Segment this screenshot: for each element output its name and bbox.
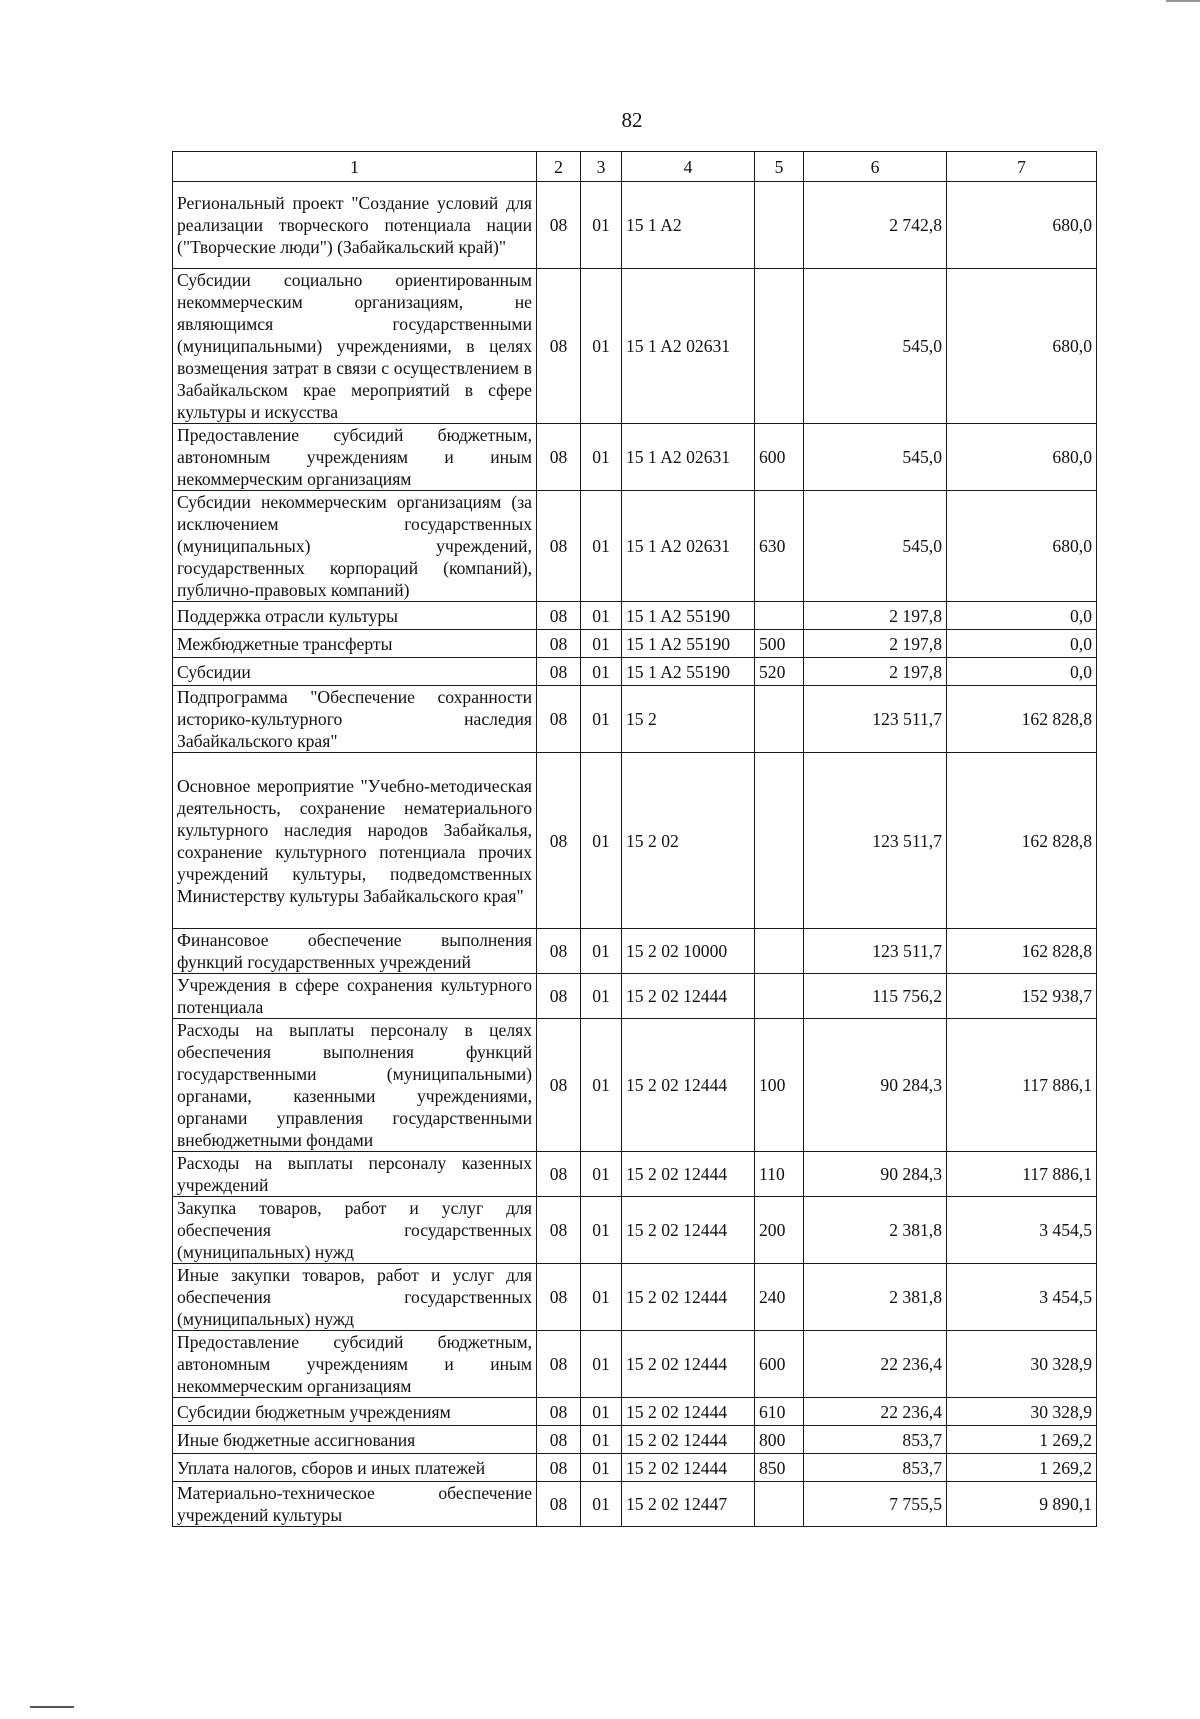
table-row [173,1264,1097,1331]
subsection-code: 01 [581,182,622,269]
expense-type-code: 100 [755,1019,804,1152]
table-header-row [173,152,1097,182]
table-row [173,1454,1097,1482]
subsection-code: 01 [581,491,622,602]
amount-year-2: 30 328,9 [947,1398,1097,1426]
table-row [173,658,1097,686]
section-code: 08 [537,424,581,491]
section-code: 08 [537,686,581,753]
expense-type-code [755,974,804,1019]
subsection-code: 01 [581,686,622,753]
section-code: 08 [537,974,581,1019]
section-code: 08 [537,1019,581,1152]
row-description: Субсидии социально ориентированным некоммерческим организациям, не являющимся государственными (муниципальными) учреждениями, в целях возмещения затрат в связи с осуществлением в Забайкальском крае мероприятий в сфере культуры и искусства [173,269,537,424]
subsection-code: 01 [581,1197,622,1264]
amount-year-1: 90 284,3 [804,1152,947,1197]
expense-type-code: 610 [755,1398,804,1426]
row-description: Уплата налогов, сборов и иных платежей [173,1454,537,1482]
column-header: 3 [581,152,622,182]
expense-type-code: 110 [755,1152,804,1197]
subsection-code: 01 [581,1426,622,1454]
expense-type-code: 200 [755,1197,804,1264]
subsection-code: 01 [581,1019,622,1152]
column-header: 7 [947,152,1097,182]
expense-type-code [755,269,804,424]
amount-year-2: 680,0 [947,424,1097,491]
amount-year-2: 680,0 [947,182,1097,269]
row-description: Подпрограмма "Обеспечение сохранности историко-культурного наследия Забайкальского края" [173,686,537,753]
target-article-code: 15 2 02 12444 [622,1398,755,1426]
table-row [173,1331,1097,1398]
amount-year-1: 545,0 [804,269,947,424]
section-code: 08 [537,1152,581,1197]
amount-year-1: 2 197,8 [804,658,947,686]
subsection-code: 01 [581,1264,622,1331]
table-row [173,753,1097,929]
subsection-code: 01 [581,929,622,974]
section-code: 08 [537,1398,581,1426]
target-article-code: 15 2 [622,686,755,753]
row-description: Субсидии некоммерческим организациям (за исключением государственных (муниципальных) учреждений, государственных корпораций (компаний), публично-правовых компаний) [173,491,537,602]
section-code: 08 [537,658,581,686]
table-row [173,1197,1097,1264]
target-article-code: 15 1 A2 02631 [622,491,755,602]
amount-year-1: 115 756,2 [804,974,947,1019]
column-header: 2 [537,152,581,182]
table-body [173,182,1097,1527]
column-header: 4 [622,152,755,182]
amount-year-2: 9 890,1 [947,1482,1097,1527]
amount-year-1: 545,0 [804,491,947,602]
amount-year-2: 30 328,9 [947,1331,1097,1398]
amount-year-1: 545,0 [804,424,947,491]
amount-year-1: 7 755,5 [804,1482,947,1527]
amount-year-2: 152 938,7 [947,974,1097,1019]
subsection-code: 01 [581,1482,622,1527]
table-row [173,602,1097,630]
amount-year-2: 1 269,2 [947,1426,1097,1454]
section-code: 08 [537,630,581,658]
table-row [173,974,1097,1019]
amount-year-1: 22 236,4 [804,1398,947,1426]
subsection-code: 01 [581,424,622,491]
subsection-code: 01 [581,658,622,686]
amount-year-2: 117 886,1 [947,1019,1097,1152]
section-code: 08 [537,929,581,974]
amount-year-2: 680,0 [947,269,1097,424]
amount-year-1: 2 742,8 [804,182,947,269]
table-row [173,686,1097,753]
row-description: Иные бюджетные ассигнования [173,1426,537,1454]
row-description: Основное мероприятие "Учебно-методическая деятельность, сохранение нематериального культурного наследия народов Забайкалья, сохранение культурного потенциала прочих учреждений культуры, подведомственных Министерству культуры Забайкальского края" [173,753,537,929]
row-description: Финансовое обеспечение выполнения функций государственных учреждений [173,929,537,974]
amount-year-2: 162 828,8 [947,929,1097,974]
expense-type-code [755,182,804,269]
section-code: 08 [537,491,581,602]
amount-year-2: 162 828,8 [947,753,1097,929]
target-article-code: 15 1 A2 55190 [622,630,755,658]
target-article-code: 15 2 02 12444 [622,1331,755,1398]
row-description: Расходы на выплаты персоналу в целях обеспечения выполнения функций государственными (муниципальными) органами, казенными учреждениями, органами управления государственными внебюджетными фондами [173,1019,537,1152]
row-description: Иные закупки товаров, работ и услуг для обеспечения государственных (муниципальных) нужд [173,1264,537,1331]
section-code: 08 [537,1454,581,1482]
expense-type-code: 240 [755,1264,804,1331]
table-row [173,1482,1097,1527]
table-row [173,491,1097,602]
target-article-code: 15 1 A2 02631 [622,269,755,424]
section-code: 08 [537,269,581,424]
section-code: 08 [537,1482,581,1527]
column-header: 6 [804,152,947,182]
table-row [173,630,1097,658]
section-code: 08 [537,1331,581,1398]
subsection-code: 01 [581,630,622,658]
row-description: Материально-техническое обеспечение учреждений культуры [173,1482,537,1527]
section-code: 08 [537,602,581,630]
expense-type-code: 800 [755,1426,804,1454]
table-row [173,1426,1097,1454]
row-description: Расходы на выплаты персоналу казенных учреждений [173,1152,537,1197]
target-article-code: 15 2 02 [622,753,755,929]
amount-year-2: 162 828,8 [947,686,1097,753]
subsection-code: 01 [581,974,622,1019]
column-header: 1 [173,152,537,182]
row-description: Предоставление субсидий бюджетным, автономным учреждениям и иным некоммерческим организациям [173,1331,537,1398]
target-article-code: 15 2 02 12444 [622,1197,755,1264]
subsection-code: 01 [581,1152,622,1197]
subsection-code: 01 [581,753,622,929]
row-description: Предоставление субсидий бюджетным, автономным учреждениям и иным некоммерческим организациям [173,424,537,491]
target-article-code: 15 2 02 12444 [622,1019,755,1152]
row-description: Субсидии бюджетным учреждениям [173,1398,537,1426]
amount-year-2: 1 269,2 [947,1454,1097,1482]
amount-year-1: 90 284,3 [804,1019,947,1152]
table-row [173,1019,1097,1152]
row-description: Учреждения в сфере сохранения культурного потенциала [173,974,537,1019]
page-number: 82 [621,108,643,132]
amount-year-2: 117 886,1 [947,1152,1097,1197]
expense-type-code: 500 [755,630,804,658]
amount-year-2: 0,0 [947,630,1097,658]
target-article-code: 15 2 02 12444 [622,1264,755,1331]
amount-year-2: 680,0 [947,491,1097,602]
amount-year-1: 853,7 [804,1454,947,1482]
target-article-code: 15 1 A2 55190 [622,602,755,630]
section-code: 08 [537,753,581,929]
section-code: 08 [537,1197,581,1264]
expense-type-code [755,602,804,630]
row-description: Поддержка отрасли культуры [173,602,537,630]
expense-type-code: 850 [755,1454,804,1482]
table-row [173,182,1097,269]
amount-year-1: 123 511,7 [804,686,947,753]
table-row [173,269,1097,424]
amount-year-1: 2 381,8 [804,1197,947,1264]
budget-table [172,151,1097,1527]
expense-type-code: 600 [755,424,804,491]
expense-type-code: 520 [755,658,804,686]
subsection-code: 01 [581,1331,622,1398]
amount-year-1: 2 197,8 [804,602,947,630]
row-description: Закупка товаров, работ и услуг для обеспечения государственных (муниципальных) нужд [173,1197,537,1264]
amount-year-1: 2 197,8 [804,630,947,658]
target-article-code: 15 2 02 12444 [622,1152,755,1197]
amount-year-2: 0,0 [947,602,1097,630]
amount-year-1: 123 511,7 [804,929,947,974]
row-description: Региональный проект "Создание условий для реализации творческого потенциала нации ("Творческие люди") (Забайкальский край)" [173,182,537,269]
column-header: 5 [755,152,804,182]
expense-type-code [755,753,804,929]
subsection-code: 01 [581,1398,622,1426]
amount-year-1: 2 381,8 [804,1264,947,1331]
amount-year-2: 3 454,5 [947,1264,1097,1331]
section-code: 08 [537,182,581,269]
table-row [173,929,1097,974]
target-article-code: 15 2 02 12444 [622,974,755,1019]
target-article-code: 15 1 A2 02631 [622,424,755,491]
subsection-code: 01 [581,269,622,424]
target-article-code: 15 2 02 12447 [622,1482,755,1527]
target-article-code: 15 2 02 10000 [622,929,755,974]
table-row [173,1152,1097,1197]
subsection-code: 01 [581,1454,622,1482]
section-code: 08 [537,1264,581,1331]
scan-edge-mark [30,1706,74,1708]
amount-year-1: 123 511,7 [804,753,947,929]
row-description: Межбюджетные трансферты [173,630,537,658]
target-article-code: 15 2 02 12444 [622,1454,755,1482]
target-article-code: 15 1 A2 55190 [622,658,755,686]
expense-type-code: 630 [755,491,804,602]
expense-type-code [755,1482,804,1527]
scan-edge-mark [1166,0,1200,2]
section-code: 08 [537,1426,581,1454]
target-article-code: 15 2 02 12444 [622,1426,755,1454]
amount-year-1: 22 236,4 [804,1331,947,1398]
table-row [173,1398,1097,1426]
amount-year-2: 0,0 [947,658,1097,686]
expense-type-code: 600 [755,1331,804,1398]
expense-type-code [755,686,804,753]
subsection-code: 01 [581,602,622,630]
amount-year-2: 3 454,5 [947,1197,1097,1264]
row-description: Субсидии [173,658,537,686]
amount-year-1: 853,7 [804,1426,947,1454]
expense-type-code [755,929,804,974]
target-article-code: 15 1 A2 [622,182,755,269]
table-row [173,424,1097,491]
